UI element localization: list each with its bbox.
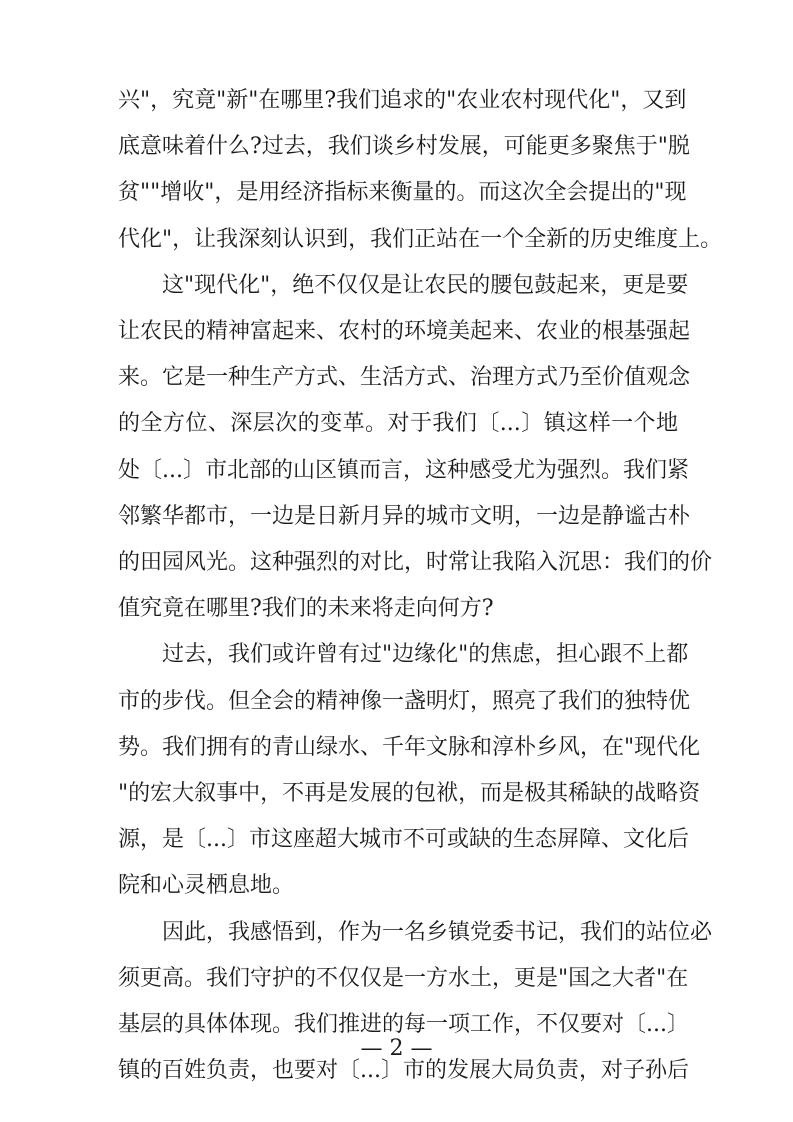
text-line: 底意味着什么?过去，我们谈乡村发展，可能更多聚焦于"脱 xyxy=(118,134,690,160)
text-line: 源，是〔...〕市这座超大城市不可或缺的生态屏障、文化后 xyxy=(118,827,689,853)
text-line: 须更高。我们守护的不仅仅是一方水土，更是"国之大者"在 xyxy=(118,965,689,991)
text-line: 的田园风光。这种强烈的对比，时常让我陷入沉思：我们的价 xyxy=(118,550,713,575)
text-line: 镇的百姓负责，也要对〔...〕市的发展大局负责，对子孙后 xyxy=(118,1058,689,1084)
text-line: 处〔...〕市北部的山区镇而言，这种感受尤为强烈。我们紧 xyxy=(118,457,689,483)
text-line: 院和心灵栖息地。 xyxy=(118,873,295,899)
text-line: 的全方位、深层次的变革。对于我们〔...〕镇这样一个地 xyxy=(118,411,678,437)
text-line: 这"现代化"，绝不仅仅是让农民的腰包鼓起来，更是要 xyxy=(118,272,689,298)
text-line: 兴"，究竟"新"在哪里?我们追求的"农业农村现代化"，又到 xyxy=(118,88,687,113)
text-line: 邻繁华都市，一边是日新月异的城市文明，一边是静谧古朴 xyxy=(118,503,691,529)
text-line: 基层的具体体现。我们推进的每一项工作，不仅要对〔...〕 xyxy=(118,1012,689,1037)
page-number: — 2 — xyxy=(360,1036,433,1061)
text-line: 因此，我感悟到，作为一名乡镇党委书记，我们的站位必 xyxy=(118,919,713,945)
text-line: 势。我们拥有的青山绿水、千年文脉和淳朴乡风，在"现代化 xyxy=(118,734,701,760)
text-line: 值究竟在哪里?我们的未来将走向何方? xyxy=(118,596,494,622)
text-line: 来。它是一种生产方式、生活方式、治理方式乃至价值观念 xyxy=(118,365,691,391)
text-line: 市的步伐。但全会的精神像一盏明灯，照亮了我们的独特优 xyxy=(118,688,691,714)
text-line: 代化"，让我深刻认识到，我们正站在一个全新的历史维度上。 xyxy=(118,226,723,252)
text-line: 贫""增收"，是用经济指标来衡量的。而这次全会提出的"现 xyxy=(118,180,687,206)
text-line: 过去，我们或许曾有过"边缘化"的焦虑，担心跟不上都 xyxy=(118,642,689,668)
text-line: 让农民的精神富起来、农村的环境美起来、农业的根基强起 xyxy=(118,319,691,344)
text-line: "的宏大叙事中，不再是发展的包袱，而是极其稀缺的战略资 xyxy=(118,781,701,806)
